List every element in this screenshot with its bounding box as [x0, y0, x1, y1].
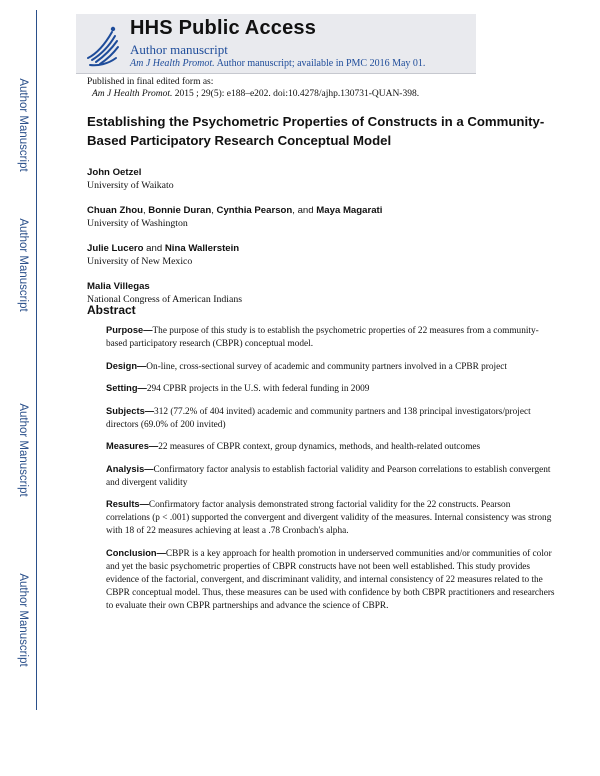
abstract-section-text: 312 (77.2% of 404 invited) academic and community partners and 138 principal investigators/project directors (69.0% of 200 invited): [106, 406, 531, 430]
hhs-header: [76, 14, 476, 74]
margin-label: Author Manuscript: [17, 78, 29, 172]
abstract-section-label: Setting—: [106, 383, 147, 393]
abstract-section-text: CBPR is a key approach for health promotion in underserved communities and/or communities of color and yet the basic psychometric properties of CBPR constructs have not been well established. This study provides evidence of the factorial, convergent, and discriminant validity, and internal consistency of 22 measures related to the CBPR conceptual model. Thus, these measures can be used with confidence by both CBPR practitioners and researchers to evaluate their own CBPR partnerships and advance the science of CBPR.: [106, 548, 555, 611]
abstract-section-text: 22 measures of CBPR context, group dynamics, methods, and health-related outcomes: [158, 442, 481, 452]
abstract-section: [106, 405, 556, 432]
margin-label: Author Manuscript: [17, 218, 29, 312]
abstract-section-label: Subjects—: [106, 405, 155, 416]
abstract-section-label: Measures—: [106, 441, 159, 451]
author-name: Maya Magarati: [316, 205, 383, 216]
author-names: [87, 166, 547, 179]
abstract-section-text: Confirmatory factor analysis to establish factorial validity and Pearson correlations to establish convergent and divergent validity: [106, 464, 551, 488]
author-affiliation: University of Washington: [87, 218, 188, 229]
abstract-section-text: On-line, cross-sectional survey of academic and community partners involved in a CPBR project: [146, 361, 507, 372]
abstract-heading: Abstract: [87, 303, 136, 317]
author-affiliation: National Congress of American Indians: [87, 294, 243, 305]
abstract-section-label: Results—: [106, 499, 149, 509]
abstract-section-label: Analysis—: [106, 463, 154, 474]
paper-title: Establishing the Psychometric Properties of Constructs in a Community-Based Participatory Research Conceptual Model: [87, 114, 545, 148]
author-affiliation: University of Waikato: [87, 180, 174, 191]
abstract-body: [106, 324, 556, 621]
header-subtitle: Author manuscript: [130, 42, 228, 57]
author-names: [87, 242, 547, 255]
abstract-section-text: Confirmatory factor analysis demonstrated strong factorial validity for the 22 constructs. Pearson correlations (p < .001) supported the convergent and divergent validity of the measures. Internal consistency was strong with 18 of 22 measures achieving at least a .78 Cronbach's alpha.: [106, 500, 552, 536]
author-separator: ,: [142, 205, 149, 216]
abstract-section: [106, 463, 556, 490]
author-name: Cynthia Pearson: [216, 205, 293, 216]
margin-rule: [36, 10, 37, 710]
abstract-section: [106, 498, 556, 538]
author-name: Julie Lucero: [87, 243, 144, 254]
abstract-section-label: Design—: [106, 360, 147, 371]
author-names: [87, 204, 547, 217]
hhs-eagle-logo-icon: [82, 20, 124, 70]
header-title: HHS Public Access: [130, 17, 317, 39]
author-name: Nina Wallerstein: [164, 243, 240, 254]
author-group: [87, 166, 547, 192]
author-name: Bonnie Duran: [148, 205, 212, 216]
abstract-section-label: Purpose—: [106, 325, 153, 335]
author-name: Chuan Zhou: [87, 205, 143, 216]
abstract-section-label: Conclusion—: [106, 547, 166, 558]
abstract-section: [106, 324, 556, 351]
abstract-section: [106, 547, 556, 613]
author-affiliation: University of New Mexico: [87, 256, 193, 267]
author-group: [87, 280, 547, 306]
author-list: [87, 166, 547, 318]
author-separator: ,: [211, 205, 217, 216]
abstract-section-text: The purpose of this study is to establish the psychometric properties of 22 measures from a community-based participatory research (CBPR) conceptual model.: [106, 326, 539, 349]
abstract-section: [106, 360, 556, 374]
publication-info: Published in final edited form as: Am J Health Promot. 2015 ; 29(5): e188–e202. doi:10.4278/ajhp.130731-QUAN-398.: [87, 77, 420, 99]
header-citation: Am J Health Promot. Author manuscript; available in PMC 2016 May 01.: [130, 58, 426, 69]
margin-label: Author Manuscript: [17, 403, 29, 497]
author-separator: and: [143, 243, 165, 254]
author-group: [87, 242, 547, 268]
author-name: Malia Villegas: [87, 281, 150, 292]
author-group: [87, 204, 547, 230]
abstract-section: [106, 382, 556, 396]
author-separator: , and: [292, 205, 317, 216]
author-name: John Oetzel: [87, 167, 142, 178]
author-names: [87, 280, 547, 293]
margin-label: Author Manuscript: [17, 573, 29, 667]
abstract-section-text: 294 CPBR projects in the U.S. with federal funding in 2009: [146, 384, 370, 394]
abstract-section: [106, 440, 556, 454]
